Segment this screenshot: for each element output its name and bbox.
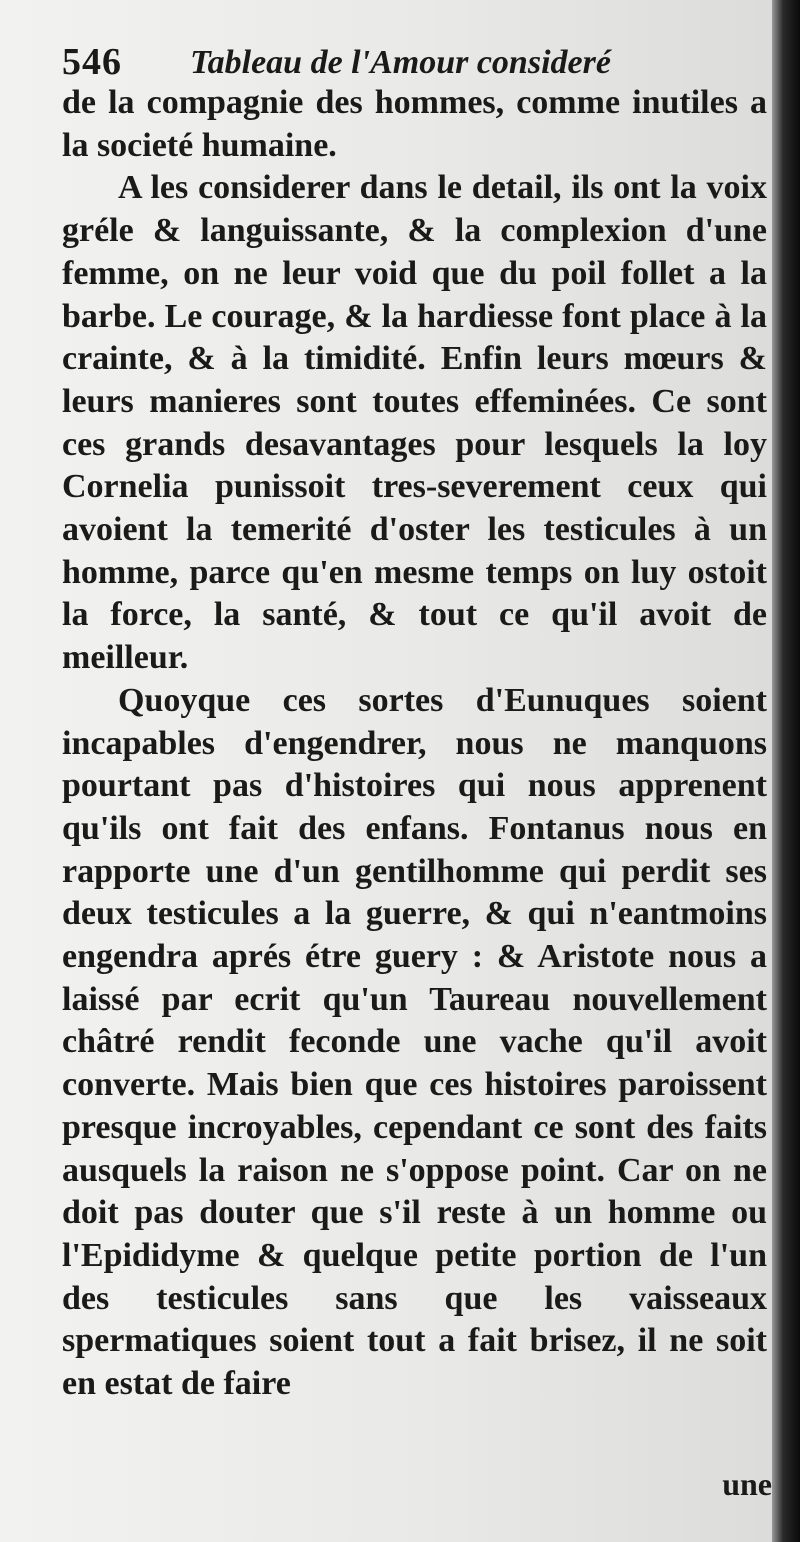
paragraph-continuation: de la compagnie des hommes, comme inutiles a la societé humaine. <box>62 84 767 164</box>
paragraph: A les considerer dans le detail, ils ont la voix gréle & languissante, & la complexion d'une femme, on ne leur void que du poil follet a la barbe. Le courage, & la hardiesse font place à la crainte, & à la timidité. Enfin leurs mœurs & leurs manieres sont toutes effeminées. Ce sont ces grands desavantages pour lesquels la loy Cornelia punissoit tres-severement ceux qui avoient la temerité d'oster les testicules à un homme, parce qu'en mesme temps on luy ostoit la force, la santé, & tout ce qu'il avoit de meilleur. <box>62 169 767 677</box>
catchword: une <box>722 1466 772 1502</box>
running-head: Tableau de l'Amour consideré <box>190 44 611 81</box>
body-text <box>62 82 767 1406</box>
paragraph: Quoyque ces sortes d'Eunuques soient incapables d'engendrer, nous ne manquons pourtant pas d'histoires qui nous apprenent qu'ils ont fait des enfans. Fontanus nous en rapporte une d'un gentilhomme qui perdit ses deux testicules a la guerre, & qui n'eantmoins engendra aprés étre guery : & Aristote nous a laissé par ecrit qu'un Taureau nouvellement châtré rendit feconde une vache qu'il avoit converte. Mais bien que ces histoires paroissent presque incroyables, cependant ce sont des faits ausquels la raison ne s'oppose point. Car on ne doit pas douter que s'il reste à un homme ou l'Epididyme & quelque petite portion de l'un des testicules sans que les vaisseaux spermatiques soient tout a fait brisez, il ne soit en estat de faire <box>62 681 767 1403</box>
page-edge-shadow <box>772 0 800 1542</box>
page-number: 546 <box>62 41 122 83</box>
